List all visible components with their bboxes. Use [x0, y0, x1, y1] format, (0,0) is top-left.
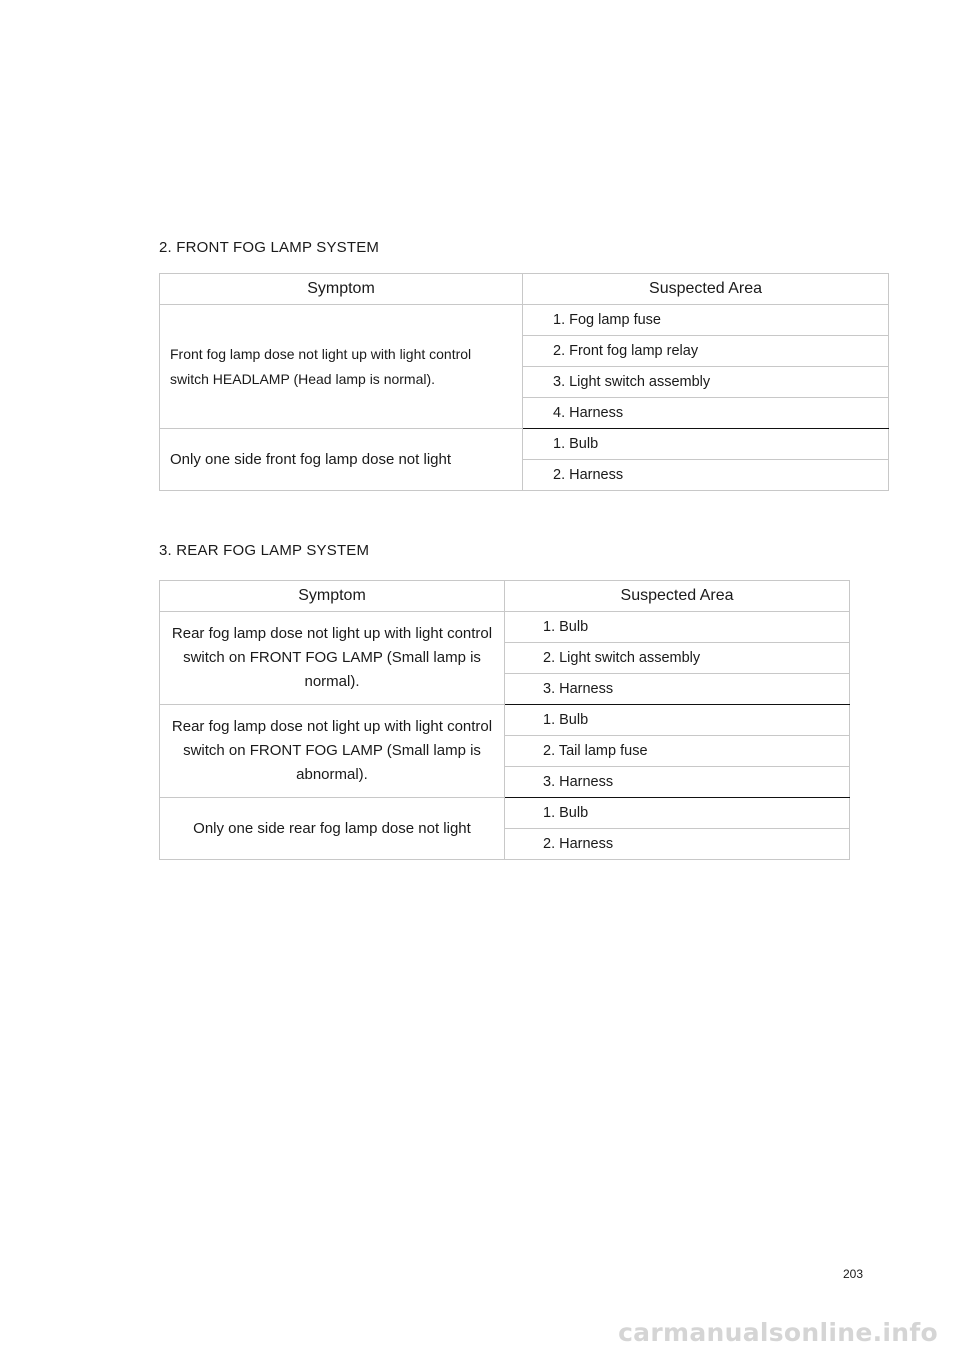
symptom-cell: Front fog lamp dose not light up with light control switch HEADLAMP (Head lamp is normal).: [160, 305, 523, 429]
suspected-area-cell: 2. Harness: [523, 460, 889, 491]
symptom-cell: Only one side rear fog lamp dose not light: [160, 798, 505, 860]
suspected-area-column-header: Suspected Area: [505, 581, 850, 612]
table-row: [160, 798, 850, 829]
table-header-row: [160, 274, 889, 305]
suspected-area-cell: 1. Bulb: [505, 798, 850, 829]
symptom-column-header: Symptom: [160, 274, 523, 305]
site-watermark: carmanualsonline.info: [618, 1318, 938, 1347]
table-row: [160, 305, 889, 336]
suspected-area-cell: 1. Bulb: [523, 429, 889, 460]
suspected-area-cell: 3. Harness: [505, 767, 850, 798]
suspected-area-column-header: Suspected Area: [523, 274, 889, 305]
suspected-area-cell: 3. Harness: [505, 674, 850, 705]
suspected-area-cell: 2. Light switch assembly: [505, 643, 850, 674]
suspected-area-cell: 1. Bulb: [505, 612, 850, 643]
symptom-column-header: Symptom: [160, 581, 505, 612]
rear-fog-section-title: 3. REAR FOG LAMP SYSTEM: [159, 542, 370, 559]
table-row: [160, 705, 850, 736]
table-row: [160, 612, 850, 643]
table-header-row: [160, 581, 850, 612]
suspected-area-cell: 2. Harness: [505, 829, 850, 860]
symptom-cell: Only one side front fog lamp dose not light: [160, 429, 523, 491]
suspected-area-cell: 3. Light switch assembly: [523, 367, 889, 398]
symptom-cell: Rear fog lamp dose not light up with light control switch on FRONT FOG LAMP (Small lamp is abnormal).: [160, 705, 505, 798]
page-number: 203: [843, 1267, 864, 1281]
suspected-area-cell: 1. Fog lamp fuse: [523, 305, 889, 336]
suspected-area-cell: 1. Bulb: [505, 705, 850, 736]
rear-fog-troubleshooting-table: [159, 580, 850, 860]
table-row: [160, 429, 889, 460]
front-fog-section-title: 2. FRONT FOG LAMP SYSTEM: [159, 239, 380, 256]
suspected-area-cell: 4. Harness: [523, 398, 889, 429]
front-fog-troubleshooting-table: [159, 273, 889, 491]
symptom-cell: Rear fog lamp dose not light up with light control switch on FRONT FOG LAMP (Small lamp is normal).: [160, 612, 505, 705]
suspected-area-cell: 2. Tail lamp fuse: [505, 736, 850, 767]
suspected-area-cell: 2. Front fog lamp relay: [523, 336, 889, 367]
